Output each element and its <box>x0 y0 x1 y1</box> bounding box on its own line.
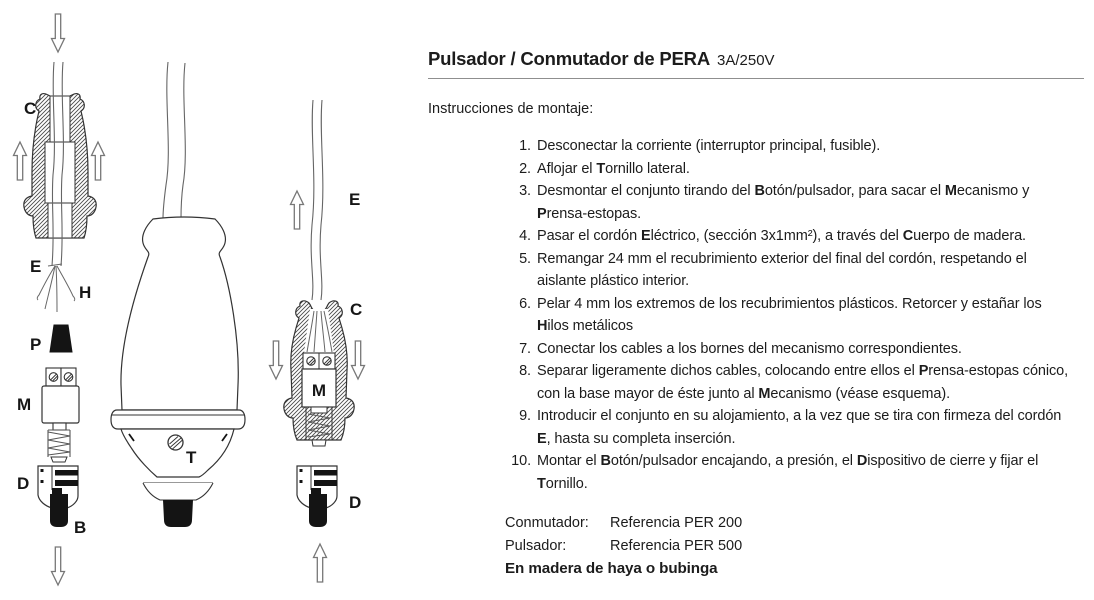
instruction-number: 2. <box>519 160 531 177</box>
pear-body <box>121 217 238 410</box>
instruction-number: 8. <box>519 363 531 379</box>
instruction-text: Aflojar el Tornillo lateral. <box>537 160 690 177</box>
title-divider <box>428 78 1084 79</box>
instruction-text: Montar el Botón/pulsador encajando, a presión, el Dispositivo de cierre y fijar el Tornillo. <box>537 453 1039 492</box>
reference-value: Referencia PER 200 <box>610 515 743 531</box>
instruction-item <box>499 450 1079 495</box>
arrow-up-icon <box>14 142 27 180</box>
instruction-item <box>499 405 1079 450</box>
instruction-text: Introducir el conjunto en su alojamiento, a la vez que se tira con firmeza del cordón E, hasta su completa inserción. <box>537 408 1062 447</box>
label-cord-E-right: E <box>349 190 361 209</box>
cord-sheath-end <box>48 264 62 266</box>
electric-cord-right2 <box>320 100 323 300</box>
instruction-text: Conectar los cables a los bornes del mecanismo correspondientes. <box>537 340 962 357</box>
reference-label: Pulsador: <box>505 537 567 554</box>
closure-device <box>38 466 78 527</box>
instruction-text: Desmontar el conjunto tirando del Botón/pulsador, para sacar el Mecanismo y Prensa-estopas. <box>537 183 1030 222</box>
arrow-down-icon <box>270 341 283 379</box>
arrow-down-icon <box>352 341 365 379</box>
label-screw-T: T <box>186 448 197 467</box>
closure-device-right <box>297 466 337 527</box>
instruction-number: 6. <box>519 295 531 312</box>
arrow-down-icon <box>52 14 65 52</box>
instruction-number: 7. <box>519 340 531 357</box>
assembly-diagram <box>0 0 420 600</box>
label-body-C-right: C <box>350 300 363 319</box>
instructions-list <box>499 135 1079 495</box>
cross-section-view <box>270 100 365 582</box>
gland-cone <box>50 325 72 352</box>
instruction-number: 10. <box>511 453 531 469</box>
reference-row <box>505 512 742 535</box>
instruction-item <box>499 293 1079 338</box>
arrow-down-icon <box>52 547 65 585</box>
instructions-heading: Instrucciones de montaje: <box>428 101 594 117</box>
reference-list <box>505 512 742 557</box>
instruction-item <box>499 135 1079 158</box>
instruction-item <box>499 360 1079 405</box>
body-inner-channel-bottom <box>48 203 72 238</box>
push-button-mid <box>163 500 193 527</box>
body-inner-channel-mid <box>45 142 75 203</box>
electric-cord-mid2 <box>181 63 185 219</box>
label-wires-H: H <box>79 283 92 302</box>
arrow-up-icon <box>92 142 105 180</box>
label-button-B: B <box>74 518 87 537</box>
instruction-number: 4. <box>519 228 531 244</box>
title-rating: 3A/250V <box>717 52 775 69</box>
label-closure-D: D <box>17 474 30 493</box>
page-title <box>428 48 775 70</box>
exploded-view-left <box>14 14 105 585</box>
label-gland-P: P <box>30 335 42 354</box>
stripped-wires <box>37 266 75 312</box>
reference-value: Referencia PER 500 <box>610 537 743 554</box>
instruction-number: 9. <box>519 408 531 424</box>
instruction-text: Pasar el cordón Eléctrico, (sección 3x1mm²), a través del Cuerpo de madera. <box>537 228 1026 244</box>
body-flange <box>111 410 245 429</box>
label-mechanism-M-right: M <box>311 381 327 400</box>
electric-cord-mid <box>163 62 168 219</box>
arrow-up-icon <box>291 191 304 229</box>
label-mechanism-M: M <box>17 395 32 414</box>
instruction-item <box>499 158 1079 181</box>
thread-stud <box>48 430 70 462</box>
label-closure-D-right: D <box>349 493 362 512</box>
label-body-C: C <box>24 99 37 118</box>
mechanism <box>42 368 79 430</box>
instruction-number: 5. <box>519 250 531 267</box>
instruction-item <box>499 338 1079 361</box>
reference-label: Conmutador: <box>505 515 589 531</box>
title-text: Pulsador / Conmutador de PERA <box>428 48 711 69</box>
instruction-text: Separar ligeramente dichos cables, colocando entre ellos el Prensa-estopas cónico, con la base mayor de éste junto al Mecanismo (véase esquema). <box>537 363 1069 402</box>
instruction-text: Desconectar la corriente (interruptor principal, fusible). <box>537 138 881 154</box>
instruction-text: Pelar 4 mm los extremos de los recubrimientos plásticos. Retorcer y estañar los Hilos metálicos <box>537 295 1042 334</box>
reference-row <box>505 535 742 558</box>
assembled-view <box>111 62 245 527</box>
instruction-number: 3. <box>519 183 531 199</box>
instruction-item <box>499 180 1079 225</box>
lower-cup <box>143 483 213 500</box>
instruction-item <box>499 225 1079 248</box>
instruction-number: 1. <box>519 138 531 154</box>
arrow-up-icon <box>314 544 327 582</box>
material-note: En madera de haya o bubinga <box>505 560 718 577</box>
instruction-text: Remangar 24 mm el recubrimiento exterior del final del cordón, respetando el aislante plástico interior. <box>537 250 1027 289</box>
electric-cord-right <box>311 100 314 300</box>
instruction-item <box>499 248 1079 293</box>
label-cord-E: E <box>30 257 42 276</box>
